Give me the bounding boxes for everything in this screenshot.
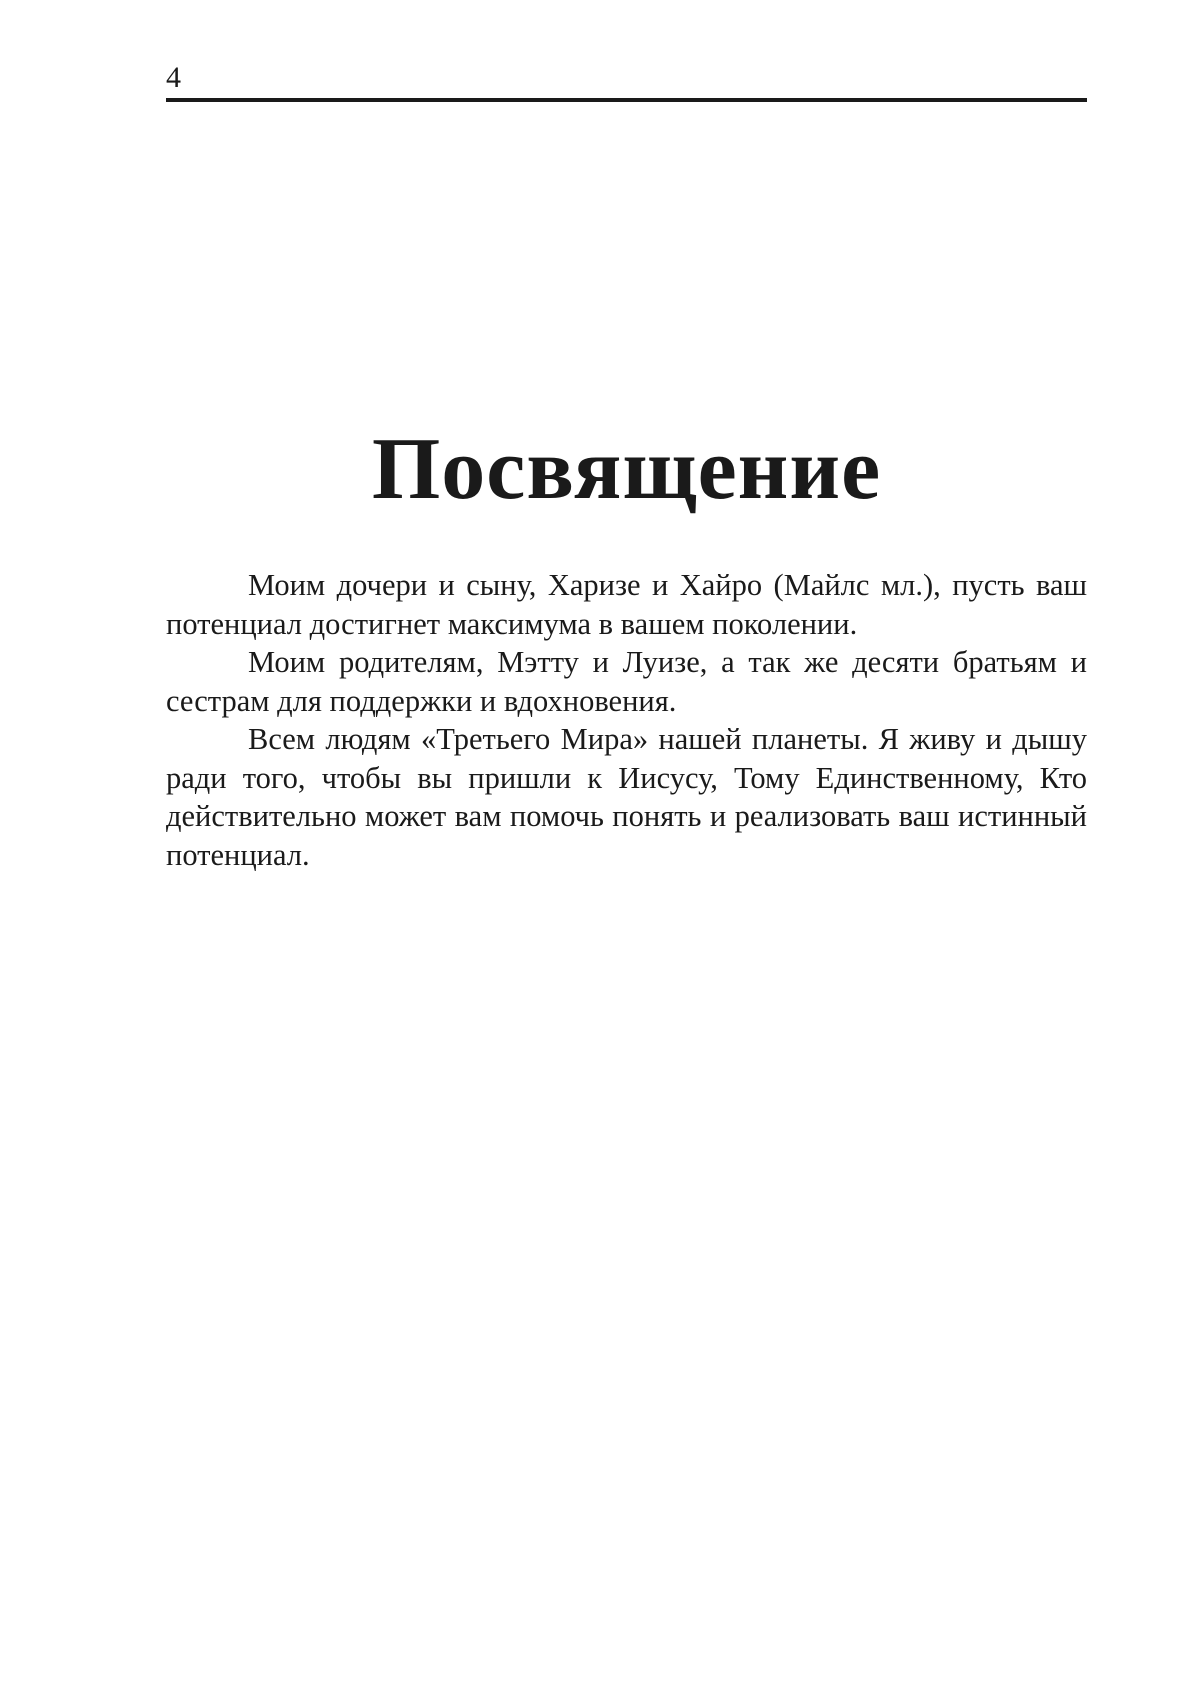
dedication-paragraph: Всем людям «Третьего Мира» нашей планеты. Я живу и дышу ради того, чтобы вы пришли к Иисусу, Тому Единственному, Кто действительно может вам помочь понять и реализовать ваш истинный потенциал. xyxy=(166,722,1087,872)
header-rule xyxy=(166,98,1087,102)
page-title: Посвящение xyxy=(371,421,882,518)
page-number: 4 xyxy=(166,61,181,94)
dedication-paragraph: Моим родителям, Мэтту и Луизе, а так же десяти братьям и сестрам для поддержки и вдохновения. xyxy=(166,645,1087,718)
dedication-paragraph: Моим дочери и сыну, Харизе и Хайро (Майлс мл.), пусть ваш потенциал достигнет максимума в вашем поколении. xyxy=(166,568,1087,641)
dedication-text xyxy=(166,566,1087,874)
